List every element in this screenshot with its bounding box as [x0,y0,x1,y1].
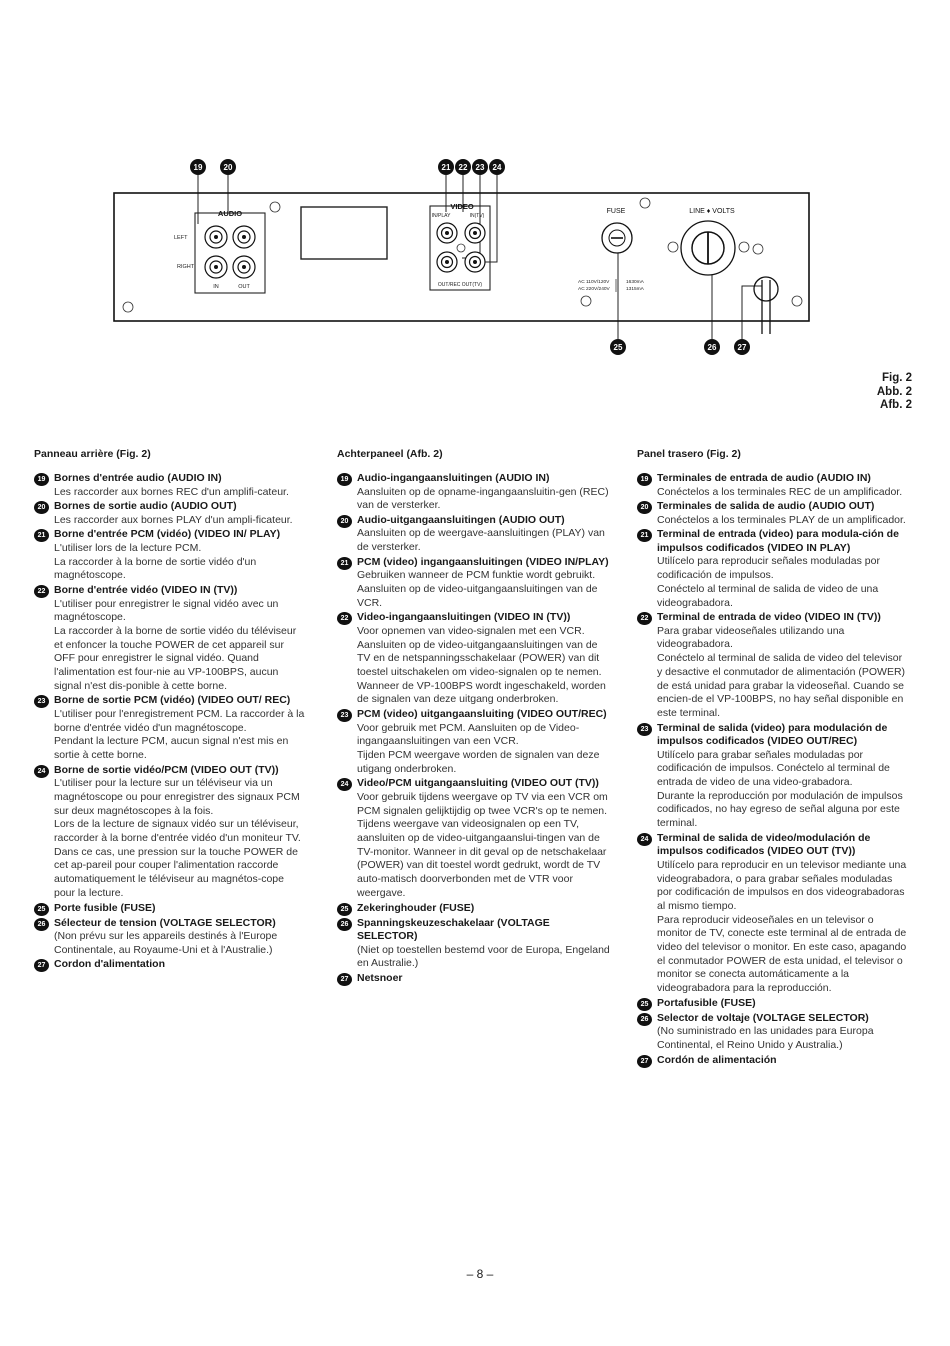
item-heading: Terminal de salida (video) para modulación de impulsos codificados (VIDEO OUT/REC) [657,721,888,748]
item-number-badge: 20 [34,501,49,514]
item-paragraph: Aansluiten op de video-uitgangaansluitingen van de TV en de netspanningsschakelaar (POWER) van dit toestel uitschakelen om video-signalen op te nemen. Wanneer de VP-100BPS wordt ingeschakeld, worden de signalen van deze uitgang onderbroken. [357,638,606,706]
item-number-badge: 22 [337,612,352,625]
svg-text:LEFT: LEFT [174,235,188,241]
callout-27 [734,339,750,355]
callout-24 [489,159,505,175]
item-number-badge: 26 [34,918,49,931]
item-heading: Spanningskeuzeschakelaar (VOLTAGE SELECTOR) [357,916,550,943]
item-paragraph: Gebruiken wanneer de PCM funktie wordt gebruikt. [357,569,596,582]
list-item [34,528,306,583]
item-number-badge: 21 [337,557,352,570]
list-item [34,958,306,972]
item-paragraph: Para reproducir videoseñales en un televisor o monitor de TV, conecte este terminal al de entrada de video del televisor o monitor. En este caso, apagando el conmutador POWER de esta unidad, el televisor o monitor se conecta automáticamente a la videograbadora para la reproducción. [657,913,907,995]
rear-panel-diagram [0,0,950,360]
item-heading: Netsnoer [357,971,403,984]
list-item [337,556,613,611]
svg-text:IN(TV): IN(TV) [469,213,485,219]
item-heading: Terminales de entrada de audio (AUDIO IN) [657,472,871,484]
fuse-holder [578,208,645,292]
list-item [34,500,306,527]
item-paragraph: Conéctelos a los terminales PLAY de un amplificador. [657,513,906,526]
item-heading: Terminal de entrada (video) para modula-ción de impulsos codificados (VIDEO IN PLAY) [657,528,899,554]
item-heading: Cordon d'alimentation [54,958,165,971]
item-paragraph: Voor gebruik tijdens weergave op TV via een VCR om PCM signalen gelijktijdig op twee VCR's op te nemen. [357,790,608,817]
callout-19 [190,159,206,175]
item-number-badge: 24 [337,778,352,791]
item-paragraph: L'utiliser lors de la lecture PCM. [54,541,202,554]
svg-text:LINE ♦ VOLTS: LINE ♦ VOLTS [689,208,735,215]
svg-text:OUT/REC OUT(TV): OUT/REC OUT(TV) [437,282,483,288]
item-heading: Selector de voltaje (VOLTAGE SELECTOR) [657,1011,869,1024]
svg-text:AC 220V/240V: AC 220V/240V [578,287,610,292]
list-item [34,584,306,693]
callout-23 [472,159,488,175]
item-paragraph: Para grabar videoseñales utilizando una videograbadora. [657,624,845,651]
item-paragraph: Durante la reproducción por modulación de impulsos codificados, no hay egreso de señal alguna por este terminal. [657,789,903,830]
item-paragraph: (No suministrado en las unidades para Europa Continental, el Reino Unido y Australia.) [657,1025,874,1052]
list-item [337,611,613,707]
item-number-badge: 22 [637,612,652,625]
svg-text:IN/PLAY: IN/PLAY [431,213,451,219]
item-heading: Video/PCM uitgangaansluiting (VIDEO OUT (TV)) [357,777,599,790]
item-paragraph: La raccorder à la borne de sortie vidéo d'un magnétoscope. [54,555,257,582]
svg-text:RIGHT: RIGHT [177,264,195,270]
list-item [637,832,907,996]
list-item [637,611,907,720]
audio-jacks [174,209,265,293]
item-number-badge: 25 [637,998,652,1011]
item-number-badge: 21 [637,529,652,542]
item-heading: Borne de sortie PCM (vidéo) (VIDEO OUT/ REC) [54,694,291,707]
list-item [34,764,306,901]
svg-text:27: 27 [737,343,747,352]
item-paragraph: Aansluiten op de weergave-aansluitingen (PLAY) van de versterker. [357,527,605,554]
item-heading: Video-ingangaansluitingen (VIDEO IN (TV)) [357,611,571,624]
callout-20 [220,159,236,175]
item-number-badge: 21 [34,529,49,542]
item-paragraph: Lors de la lecture de signaux vidéo sur un téléviseur, raccorder à la borne d'entrée vidéo d'un moniteur TV. Dans ce cas, une pression sur la touche POWER de cet ap-pareil pour couper l'alimentation raccorde automatiquement le téléviseur au magnétos-cope pour la lecture. [54,818,301,899]
callout-25 [610,339,626,355]
item-heading: Borne d'entrée PCM (vidéo) (VIDEO IN/ PLAY) [54,528,281,541]
column-dutch [337,448,613,987]
list-item [337,972,613,986]
item-paragraph: (Niet op toestellen bestemd voor de Europa, Engeland en Australie.) [357,943,610,970]
item-number-badge: 25 [337,903,352,916]
item-heading: Cordón de alimentación [657,1053,777,1066]
svg-text:25: 25 [613,343,623,352]
svg-text:AUDIO: AUDIO [217,209,243,218]
item-number-badge: 23 [637,723,652,736]
item-number-badge: 22 [34,585,49,598]
svg-text:24: 24 [492,163,502,172]
item-paragraph: Aansluiten op de opname-ingangaansluitin-gen (REC) van de versterker. [357,485,609,512]
svg-text:OUT: OUT [238,284,250,290]
item-heading: Bornes d'entrée audio (AUDIO IN) [54,472,222,484]
item-paragraph: Pendant la lecture PCM, aucun signal n'est mis en sortie à cette borne. [54,735,289,762]
item-paragraph: (Non prévu sur les appareils destinés à l'Europe Continentale, au Royaume-Uni et à l'Australie.) [54,930,278,956]
column-title: Achterpaneel (Afb. 2) [337,448,443,460]
item-heading: PCM (video) uitgangaansluiting (VIDEO OUT/REC) [357,708,607,721]
item-paragraph: Les raccorder aux bornes REC d'un amplifi-cateur. [54,485,289,498]
callout-26 [704,339,720,355]
item-number-badge: 24 [637,833,652,846]
svg-text:22: 22 [458,163,468,172]
callout-22 [455,159,471,175]
item-number-badge: 23 [337,709,352,722]
svg-text:FUSE: FUSE [606,208,626,215]
list-item [337,708,613,776]
list-item [34,694,306,762]
list-item [337,902,613,916]
list-item [34,472,306,499]
item-paragraph: Tijdens weergave van videosignalen op een TV, aansluiten op de video-uitgangaanslui-tingen van de TV-monitor. Wanneer in dit geval op de netschakelaar (POWER) van dit toestel wordt gedrukt, wordt de TV auto-matisch doorverbonden met de VTR voor weergave. [357,818,607,899]
svg-text:1630mA: 1630mA [626,280,644,285]
item-number-badge: 24 [34,765,49,778]
svg-text:21: 21 [441,163,451,172]
item-heading: Porte fusible (FUSE) [54,901,156,914]
item-heading: Portafusible (FUSE) [657,996,756,1009]
item-number-badge: 27 [637,1055,652,1068]
item-paragraph: Utilícelo para grabar señales moduladas por codificación de impulsos. Conéctelo al terminal de entrada de video de una video-grabadora. [657,748,890,789]
list-item [34,917,306,958]
item-paragraph: Utilícelo para reproducir señales moduladas por codificación de impulsos. [657,555,880,582]
list-item [637,528,907,610]
item-heading: Borne d'entrée vidéo (VIDEO IN (TV)) [54,584,238,597]
svg-text:VIDEO: VIDEO [450,202,474,211]
item-number-badge: 26 [637,1013,652,1026]
item-paragraph: La raccorder à la borne de sortie vidéo du téléviseur et enfoncer la touche POWER de cet appareil sur OFF pour enregistrer le signal vidéo. Quand l'alimentation est four-nie au VP-100BPS, aucun signal n'est dis-ponible à cette borne. [54,624,297,692]
list-item [34,902,306,916]
svg-text:19: 19 [193,163,203,172]
item-number-badge: 19 [34,473,49,486]
column-title: Panel trasero (Fig. 2) [637,448,741,460]
panel-window [301,207,387,259]
column-spanish [637,448,907,1069]
item-heading: Sélecteur de tension (VOLTAGE SELECTOR) [54,916,276,929]
item-paragraph: L'utiliser pour la lecture sur un téléviseur via un magnétoscope ou pour enregistrer des signaux PCM sur deux magnétoscopes à la fois. [54,777,300,817]
list-item [637,997,907,1011]
item-paragraph: Conéctelos a los terminales REC de un amplificador. [657,485,903,498]
item-paragraph: Voor opnemen van video-signalen met een VCR. [357,624,585,637]
svg-text:AC 110V/120V: AC 110V/120V [578,280,610,285]
item-heading: Terminales de salida de audio (AUDIO OUT) [657,500,875,513]
svg-text:IN: IN [213,284,219,290]
item-number-badge: 25 [34,903,49,916]
svg-text:23: 23 [475,163,485,172]
item-number-badge: 27 [34,959,49,972]
item-heading: Terminal de salida de video/modulación de impulsos codificados (VIDEO OUT (TV)) [657,831,871,858]
voltage-selector [681,208,735,275]
list-item [337,472,613,513]
item-paragraph: Les raccorder aux bornes PLAY d'un ampli-ficateur. [54,513,293,526]
callout-21 [438,159,454,175]
svg-text:1315mA: 1315mA [626,287,644,292]
svg-text:20: 20 [223,163,233,172]
item-heading: Audio-uitgangaansluitingen (AUDIO OUT) [357,513,565,526]
item-paragraph: Aansluiten op de video-uitgangaansluitingen van de VCR. [357,583,598,609]
item-number-badge: 19 [637,473,652,486]
list-item [337,917,613,971]
item-heading: Terminal de entrada de video (VIDEO IN (TV)) [657,611,881,624]
list-item [637,472,907,499]
item-heading: Bornes de sortie audio (AUDIO OUT) [54,500,237,513]
item-paragraph: Voor gebruik met PCM. Aansluiten op de Video-ingangaansluitingen van een VCR. [357,721,580,748]
item-heading: PCM (video) ingangaansluitingen (VIDEO IN/PLAY) [357,555,609,568]
item-number-badge: 23 [34,695,49,708]
item-paragraph: Conéctelo al terminal de salida de video del televisor y desactive el conmutador de alimentación (POWER) de está unidad para grabar la videoseñal. Cuando se encien-de el VP-100BPS, no hay señal disponible en este terminal. [657,652,906,719]
item-number-badge: 27 [337,973,352,986]
item-paragraph: Conéctelo al terminal de salida de video de una videograbadora. [657,582,879,609]
list-item [637,1012,907,1053]
item-number-badge: 20 [337,515,352,528]
list-item [637,722,907,831]
item-heading: Zekeringhouder (FUSE) [357,901,475,914]
item-number-badge: 26 [337,918,352,931]
list-item [337,514,613,555]
list-item [337,777,613,900]
item-paragraph: Tijden PCM weergave worden de signalen van deze utigang onderbroken. [357,749,600,775]
item-paragraph: L'utiliser pour enregistrer le signal vidéo avec un magnétoscope. [54,597,279,624]
item-number-badge: 20 [637,501,652,514]
item-paragraph: Utilícelo para reproducir en un televisor mediante una videograbadora, o para grabar señales moduladas por codificación de impulsos en dos videograbadoras al mismo tiempo. [657,858,907,912]
item-paragraph: L'utiliser pour l'enregistrement PCM. La raccorder à la borne d'entrée vidéo d'un magnétoscope. [54,707,305,734]
column-french [34,448,306,973]
column-title: Panneau arrière (Fig. 2) [34,448,151,460]
item-heading: Borne de sortie vidéo/PCM (VIDEO OUT (TV)) [54,763,279,776]
figure-caption: Fig. 2 Abb. 2 Afb. 2 [876,372,912,411]
page-number: – 8 – [466,1267,494,1281]
list-item [637,500,907,527]
item-heading: Audio-ingangaansluitingen (AUDIO IN) [357,472,550,484]
list-item [637,1054,907,1068]
svg-text:26: 26 [707,343,717,352]
item-number-badge: 19 [337,473,352,486]
